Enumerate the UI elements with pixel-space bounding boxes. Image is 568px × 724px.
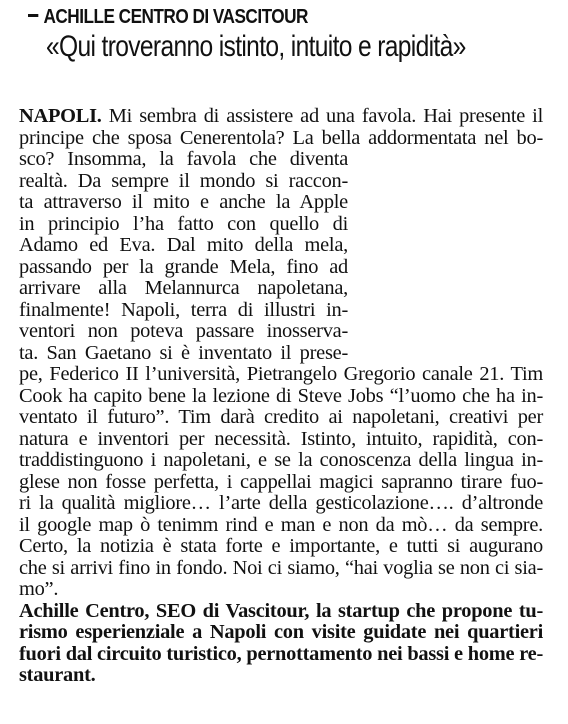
body-line: il google map ò tenimm rind e man e non da mò… da sempre. — [19, 513, 543, 536]
body-line: ta. San Gaetano si è inventato il prese- — [19, 341, 348, 364]
body-line: finalmente! Napoli, terra di illustri in- — [19, 298, 348, 321]
body-line: Cook ha capito bene la lezione di Steve Jobs “l’uomo che ha in- — [19, 384, 543, 407]
body-line: ventori non poteva passare inosserva- — [19, 320, 348, 342]
body-line: realtà. Da sempre il mondo si raccon- — [19, 169, 348, 192]
body-line: Certo, la notizia è stata forte e importante, e tutti si augurano — [19, 535, 543, 557]
article-body — [19, 106, 543, 687]
body-line: mo”. — [19, 578, 59, 600]
body-line: passando per la grande Mela, fino ad — [19, 255, 348, 278]
body-line: sco? Insomma, la favola che diventa — [19, 148, 348, 170]
article-headline: «Qui troveranno istinto, intuito e rapidità» — [46, 30, 466, 63]
bio-line: rismo esperienziale a Napoli con visite guidate nei quartieri — [19, 621, 543, 643]
body-line-text: Mi sembra di assistere ad una favola. Hai presente il — [108, 105, 543, 127]
body-line: in principio l’ha fatto con quello di — [19, 212, 348, 235]
kicker-dash — [28, 14, 38, 17]
body-line: arrivare alla Melannurca napoletana, — [19, 277, 348, 299]
body-line: principe che sposa Cenerentola? La bella addormentata nel bo- — [19, 126, 543, 149]
body-line — [19, 106, 543, 128]
bio-line: staurant. — [19, 664, 96, 686]
body-line: Adamo ed Eva. Dal mito della mela, — [19, 234, 348, 256]
bio-line: Achille Centro, SEO di Vascitour, la startup che propone tu- — [19, 599, 543, 622]
bio-line: fuori dal circuito turistico, pernottamento nei bassi e home re- — [19, 642, 543, 665]
dateline: NAPOLI. — [19, 105, 102, 127]
body-line: glese non fosse perfetta, i cappellai magici sapranno tirare fuo- — [19, 470, 543, 493]
body-line: natura e inventori per necessità. Istinto, intuito, rapidità, con- — [19, 427, 543, 450]
body-line: ventato il futuro”. Tim darà credito ai napoletani, creativi per — [19, 406, 543, 428]
body-line: ta attraverso il mito e anche la Apple — [19, 191, 348, 213]
body-line: pe, Federico II l’università, Pietrangelo Gregorio canale 21. Tim — [19, 363, 543, 385]
body-line: che si arrivi fino in fondo. Noi ci siamo, “hai voglia se non ci sia- — [19, 556, 543, 579]
article-kicker — [28, 6, 308, 29]
body-line: ri la qualità migliore… l’arte della gesticolazione…. d’altronde — [19, 492, 543, 514]
body-line: traddistinguono i napoletani, e se la conoscenza della lingua in- — [19, 449, 543, 471]
author-bio — [19, 601, 543, 687]
kicker-text: ACHILLE CENTRO DI VASCITOUR — [43, 6, 308, 28]
